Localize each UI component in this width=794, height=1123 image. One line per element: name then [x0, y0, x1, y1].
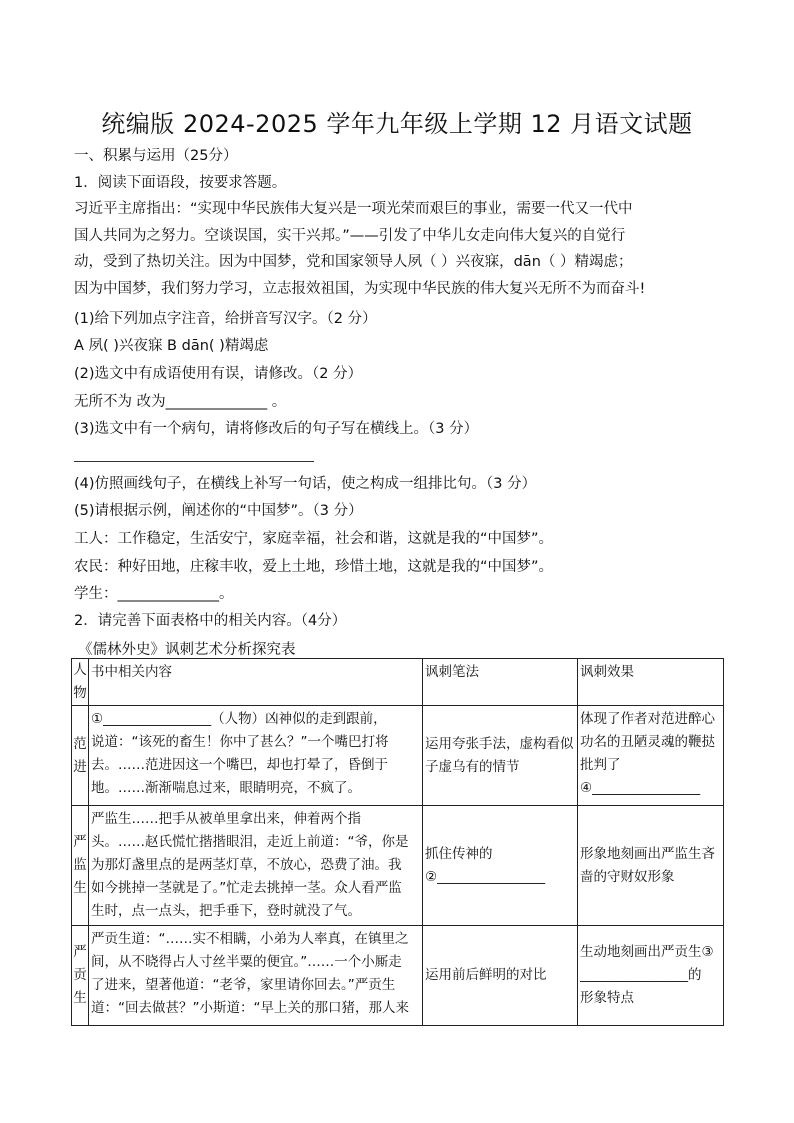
content-line: 严监生……把手从被单里拿出来，伸着两个指 [91, 811, 361, 827]
row-effect [578, 806, 724, 926]
row-content [89, 806, 423, 926]
content-line: ①________________（人物）凶神似的走到跟前， [91, 711, 387, 727]
content-line: 生时，点一点头，把手垂下，登时就没了气。 [91, 903, 361, 919]
header-effect: 讽刺效果 [578, 659, 724, 706]
technique-line: 运用前后鲜明的对比 [425, 967, 547, 983]
header-technique: 讽刺笔法 [423, 659, 578, 706]
passage-line: 国人共同为之努力。空谈误国，实干兴邦。”——引发了中华儿女走向伟大复兴的自觉行 [74, 227, 626, 244]
effect-line: 生动地刻画出严贡生③ [580, 944, 714, 960]
sub-question-5: (5)请根据示例，阐述你的“中国梦”。（3 分） [74, 503, 363, 519]
question-1-stem: 1．阅读下面语段，按要求答题。 [74, 175, 287, 191]
question-2-stem: 2．请完善下面表格中的相关内容。（4分） [74, 613, 347, 629]
header-person: 人物 [72, 659, 89, 706]
content-line: 如今挑掉一茎就是了。”忙走去挑掉一茎。众人看严监 [91, 880, 402, 896]
effect-line: 批判了 [580, 757, 621, 773]
effect-line: 形象特点 [580, 990, 634, 1006]
row-technique [423, 706, 578, 806]
content-line: 地。……渐渐喘息过来，眼睛明亮，不疯了。 [91, 780, 361, 796]
passage-line: 习近平主席指出：“实现中华民族伟大复兴是一项光荣而艰巨的事业，需要一代又一代中 [74, 201, 633, 217]
table-row [72, 806, 724, 926]
row-person: 严贡生 [72, 926, 89, 1026]
row-content [89, 926, 423, 1026]
effect-line: ________________的 [580, 967, 702, 983]
section-heading: 一、积累与运用（25分） [74, 148, 238, 164]
effect-line: 功名的丑陋灵魂的鞭挞 [580, 734, 715, 750]
effect-line: 体现了作者对范进醉心 [580, 711, 715, 727]
page-title: 统编版 2024-2025 学年九年级上学期 12 月语文试题 [101, 110, 693, 138]
example-worker: 工人：工作稳定，生活安宁，家庭幸福，社会和谐，这就是我的“中国梦”。 [74, 531, 554, 547]
content-line: 间，从不晓得占人寸丝半粟的便宜。”……一个小厮走 [91, 954, 402, 970]
sub-question-2: (2)选文中有成语使用有误，请修改。（2 分） [74, 366, 363, 382]
passage-line: 因为中国梦，我们努力学习，立志报效祖国，为实现中华民族的伟大复兴无所不为而奋斗! [74, 280, 646, 297]
sub-question-1-items: A 夙( )兴夜寐 B dān( )精竭虑 [74, 338, 269, 354]
header-content: 书中相关内容 [89, 659, 423, 706]
effect-line: 形象地刻画出严监生吝 [580, 845, 715, 862]
row-effect [578, 926, 724, 1026]
row-person: 严监生 [72, 806, 89, 926]
technique-line: ②________________ [425, 868, 546, 885]
technique-line: 抓住传神的 [425, 845, 493, 862]
passage-line: 动，受到了热切关注。因为中国梦，党和国家领导人夙（ ）兴夜寐，dān（ ）精竭虑； [74, 254, 633, 270]
row-content [89, 706, 423, 806]
row-effect [578, 706, 724, 806]
row-technique [423, 806, 578, 926]
technique-line: 运用夸张手法，虚构看似 [425, 735, 574, 752]
content-line: 头。……赵氏慌忙揩揩眼泪，走近上前道：“爷，你是 [91, 834, 409, 850]
content-line: 为那灯盏里点的是两茎灯草，不放心，恐费了油。我 [91, 857, 402, 873]
content-line: 说道：“该死的畜生！你中了甚么？”一个嘴巴打将 [91, 734, 389, 750]
reading-passage [74, 196, 724, 302]
example-farmer: 农民：种好田地，庄稼丰收，爱上土地，珍惜土地，这就是我的“中国梦”。 [74, 559, 554, 575]
table-caption: 《儒林外史》讽刺艺术分析探究表 [78, 642, 296, 658]
content-line: 了进来，望著他道：“老爷，家里请你回去。”严贡生 [91, 977, 396, 993]
table-header-row [72, 659, 724, 706]
content-line: 道：“回去做甚？”小斯道：“早上关的那口猪，那人来 [91, 1000, 409, 1016]
effect-line: ④________________ [580, 780, 701, 796]
answer-blank-line [74, 461, 314, 462]
student-answer-line: 学生：______________。 [74, 586, 234, 602]
sub-question-3: (3)选文中有一个病句，请将修改后的句子写在横线上。（3 分） [74, 421, 479, 437]
table-row [72, 706, 724, 806]
sub-question-1: (1)给下列加点字注音，给拼音写汉字。（2 分） [74, 311, 377, 327]
technique-line: 子虚乌有的情节 [425, 758, 520, 775]
content-line: 去。……范进因这一个嘴巴，却也打晕了，昏倒于 [91, 757, 388, 773]
row-technique [423, 926, 578, 1026]
analysis-table [71, 658, 724, 1026]
sub-question-2-answer: 无所不为 改为______________ 。 [74, 394, 287, 410]
effect-line: 啬的守财奴形象 [580, 868, 675, 885]
content-line: 严贡生道：“……实不相瞒，小弟为人率真，在镇里之 [91, 931, 409, 947]
sub-question-4: (4)仿照画线句子，在横线上补写一句话，使之构成一组排比句。（3 分） [74, 476, 537, 492]
table-row [72, 926, 724, 1026]
row-person: 范进 [72, 706, 89, 806]
